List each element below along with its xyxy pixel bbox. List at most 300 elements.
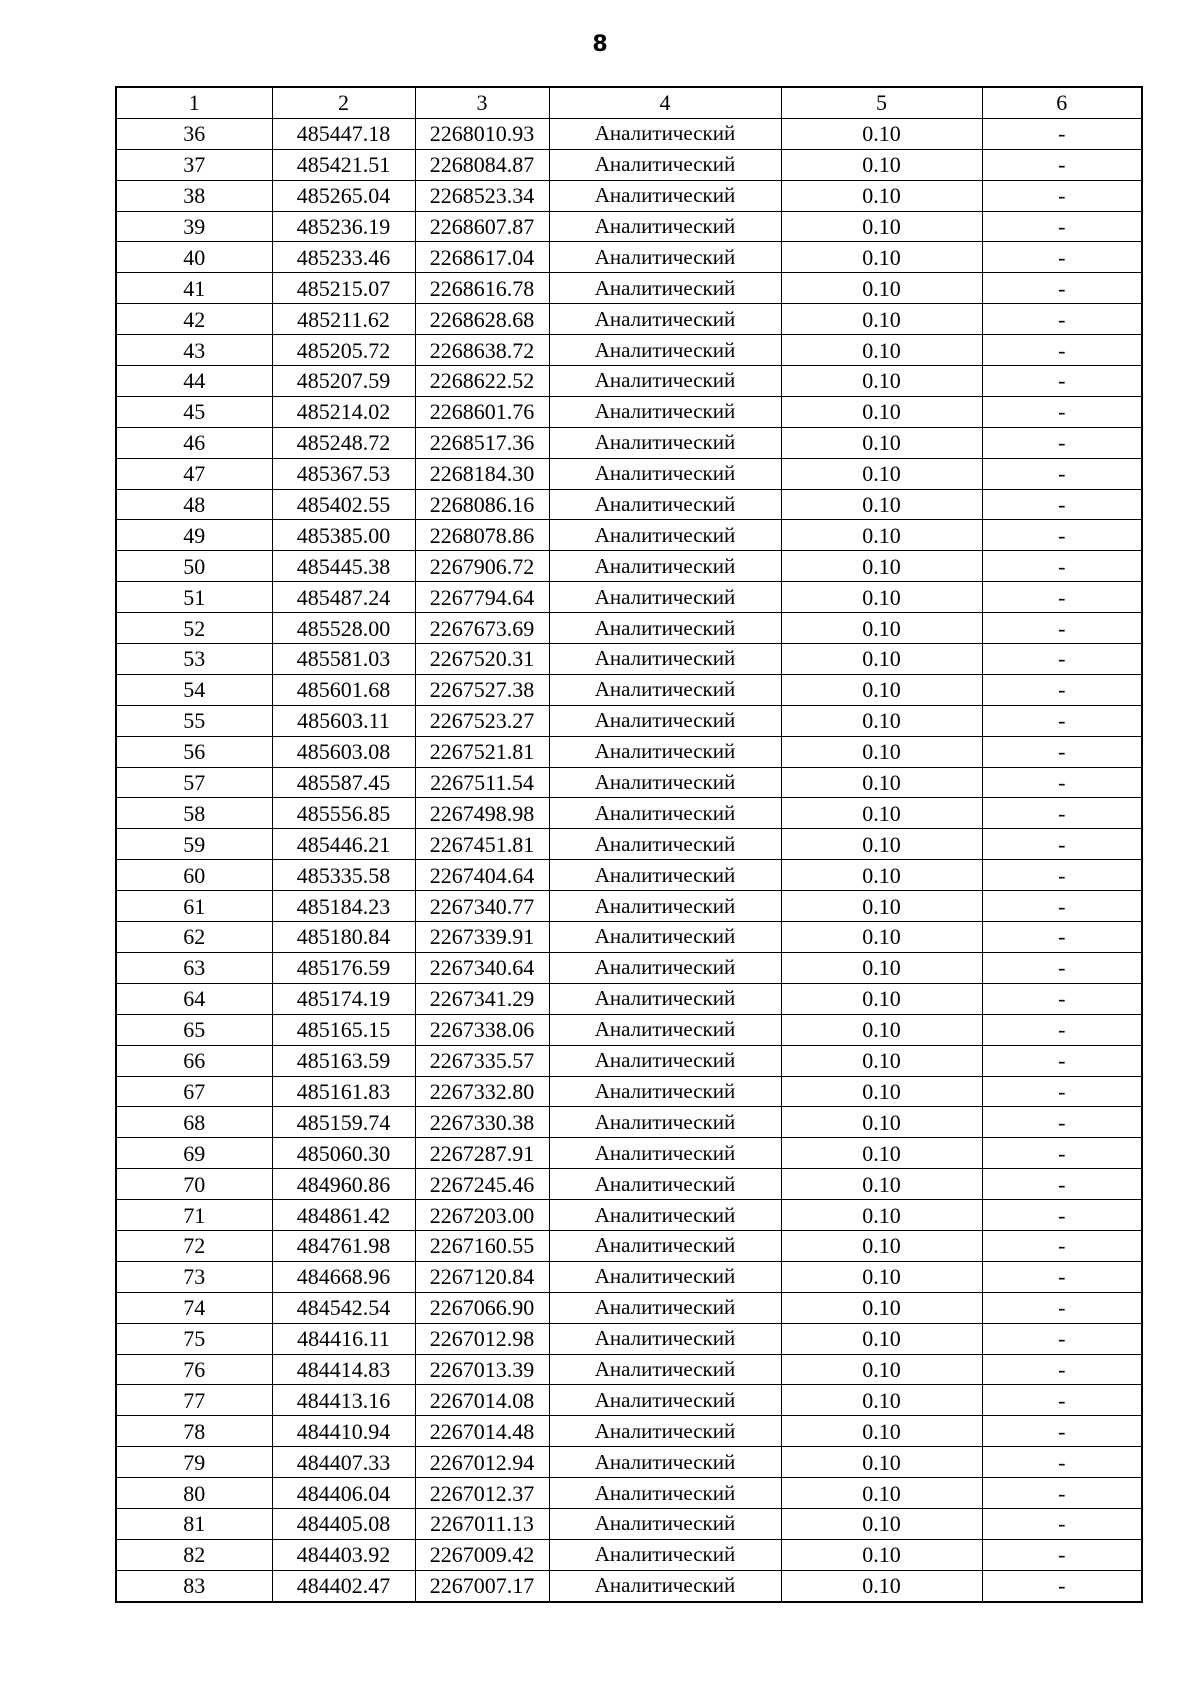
y-coordinate-cell: 2268617.04 xyxy=(415,242,549,273)
note-cell: - xyxy=(982,1570,1142,1601)
column-header-6: 6 xyxy=(982,87,1142,118)
table-row xyxy=(116,1169,1142,1200)
accuracy-cell: 0.10 xyxy=(781,458,982,489)
note-cell: - xyxy=(982,860,1142,891)
method-cell: Аналитический xyxy=(549,366,781,397)
table-row xyxy=(116,149,1142,180)
table-row xyxy=(116,983,1142,1014)
y-coordinate-cell: 2267673.69 xyxy=(415,613,549,644)
point-number-cell: 51 xyxy=(116,582,272,613)
table-row xyxy=(116,1292,1142,1323)
point-number-cell: 37 xyxy=(116,149,272,180)
y-coordinate-cell: 2267511.54 xyxy=(415,767,549,798)
y-coordinate-cell: 2267520.31 xyxy=(415,644,549,675)
y-coordinate-cell: 2267066.90 xyxy=(415,1292,549,1323)
note-cell: - xyxy=(982,1416,1142,1447)
y-coordinate-cell: 2267007.17 xyxy=(415,1570,549,1601)
note-cell: - xyxy=(982,582,1142,613)
note-cell: - xyxy=(982,1169,1142,1200)
y-coordinate-cell: 2267794.64 xyxy=(415,582,549,613)
table-row xyxy=(116,118,1142,149)
point-number-cell: 63 xyxy=(116,952,272,983)
table-row xyxy=(116,613,1142,644)
note-cell: - xyxy=(982,273,1142,304)
note-cell: - xyxy=(982,304,1142,335)
note-cell: - xyxy=(982,1385,1142,1416)
accuracy-cell: 0.10 xyxy=(781,1292,982,1323)
method-cell: Аналитический xyxy=(549,1508,781,1539)
y-coordinate-cell: 2267203.00 xyxy=(415,1200,549,1231)
note-cell: - xyxy=(982,922,1142,953)
y-coordinate-cell: 2267245.46 xyxy=(415,1169,549,1200)
table-row xyxy=(116,1107,1142,1138)
x-coordinate-cell: 484861.42 xyxy=(272,1200,415,1231)
method-cell: Аналитический xyxy=(549,180,781,211)
x-coordinate-cell: 485180.84 xyxy=(272,922,415,953)
x-coordinate-cell: 484414.83 xyxy=(272,1354,415,1385)
x-coordinate-cell: 485367.53 xyxy=(272,458,415,489)
table-row xyxy=(116,1508,1142,1539)
x-coordinate-cell: 485211.62 xyxy=(272,304,415,335)
point-number-cell: 38 xyxy=(116,180,272,211)
method-cell: Аналитический xyxy=(549,1200,781,1231)
point-number-cell: 56 xyxy=(116,736,272,767)
y-coordinate-cell: 2267009.42 xyxy=(415,1539,549,1570)
method-cell: Аналитический xyxy=(549,1076,781,1107)
method-cell: Аналитический xyxy=(549,1138,781,1169)
x-coordinate-cell: 485581.03 xyxy=(272,644,415,675)
note-cell: - xyxy=(982,366,1142,397)
note-cell: - xyxy=(982,1478,1142,1509)
table-row xyxy=(116,1478,1142,1509)
y-coordinate-cell: 2268628.68 xyxy=(415,304,549,335)
y-coordinate-cell: 2267011.13 xyxy=(415,1508,549,1539)
table-row xyxy=(116,1261,1142,1292)
y-coordinate-cell: 2267014.08 xyxy=(415,1385,549,1416)
table-row xyxy=(116,829,1142,860)
method-cell: Аналитический xyxy=(549,1169,781,1200)
accuracy-cell: 0.10 xyxy=(781,1076,982,1107)
table-row xyxy=(116,1539,1142,1570)
point-number-cell: 53 xyxy=(116,644,272,675)
y-coordinate-cell: 2267523.27 xyxy=(415,705,549,736)
method-cell: Аналитический xyxy=(549,396,781,427)
column-header-1: 1 xyxy=(116,87,272,118)
coordinates-table xyxy=(115,86,1143,1603)
point-number-cell: 39 xyxy=(116,211,272,242)
x-coordinate-cell: 485601.68 xyxy=(272,674,415,705)
table-row xyxy=(116,520,1142,551)
y-coordinate-cell: 2268078.86 xyxy=(415,520,549,551)
note-cell: - xyxy=(982,1447,1142,1478)
accuracy-cell: 0.10 xyxy=(781,613,982,644)
method-cell: Аналитический xyxy=(549,1539,781,1570)
note-cell: - xyxy=(982,983,1142,1014)
point-number-cell: 58 xyxy=(116,798,272,829)
note-cell: - xyxy=(982,798,1142,829)
method-cell: Аналитический xyxy=(549,1323,781,1354)
point-number-cell: 72 xyxy=(116,1230,272,1261)
accuracy-cell: 0.10 xyxy=(781,1230,982,1261)
accuracy-cell: 0.10 xyxy=(781,1323,982,1354)
note-cell: - xyxy=(982,118,1142,149)
accuracy-cell: 0.10 xyxy=(781,1169,982,1200)
y-coordinate-cell: 2267330.38 xyxy=(415,1107,549,1138)
method-cell: Аналитический xyxy=(549,242,781,273)
y-coordinate-cell: 2268086.16 xyxy=(415,489,549,520)
point-number-cell: 60 xyxy=(116,860,272,891)
note-cell: - xyxy=(982,1107,1142,1138)
note-cell: - xyxy=(982,829,1142,860)
method-cell: Аналитический xyxy=(549,1261,781,1292)
accuracy-cell: 0.10 xyxy=(781,1570,982,1601)
table-row xyxy=(116,335,1142,366)
point-number-cell: 47 xyxy=(116,458,272,489)
y-coordinate-cell: 2268523.34 xyxy=(415,180,549,211)
point-number-cell: 69 xyxy=(116,1138,272,1169)
method-cell: Аналитический xyxy=(549,1354,781,1385)
x-coordinate-cell: 485214.02 xyxy=(272,396,415,427)
accuracy-cell: 0.10 xyxy=(781,582,982,613)
method-cell: Аналитический xyxy=(549,273,781,304)
method-cell: Аналитический xyxy=(549,489,781,520)
point-number-cell: 70 xyxy=(116,1169,272,1200)
note-cell: - xyxy=(982,767,1142,798)
note-cell: - xyxy=(982,1200,1142,1231)
accuracy-cell: 0.10 xyxy=(781,1354,982,1385)
method-cell: Аналитический xyxy=(549,1570,781,1601)
x-coordinate-cell: 485446.21 xyxy=(272,829,415,860)
y-coordinate-cell: 2267013.39 xyxy=(415,1354,549,1385)
accuracy-cell: 0.10 xyxy=(781,1261,982,1292)
table-row xyxy=(116,458,1142,489)
method-cell: Аналитический xyxy=(549,1416,781,1447)
accuracy-cell: 0.10 xyxy=(781,335,982,366)
accuracy-cell: 0.10 xyxy=(781,1107,982,1138)
table-row xyxy=(116,489,1142,520)
table-row xyxy=(116,366,1142,397)
table-row xyxy=(116,1447,1142,1478)
accuracy-cell: 0.10 xyxy=(781,952,982,983)
accuracy-cell: 0.10 xyxy=(781,1385,982,1416)
table-row xyxy=(116,1138,1142,1169)
method-cell: Аналитический xyxy=(549,1107,781,1138)
method-cell: Аналитический xyxy=(549,1292,781,1323)
note-cell: - xyxy=(982,427,1142,458)
y-coordinate-cell: 2267404.64 xyxy=(415,860,549,891)
accuracy-cell: 0.10 xyxy=(781,1045,982,1076)
y-coordinate-cell: 2268517.36 xyxy=(415,427,549,458)
table-row xyxy=(116,1200,1142,1231)
point-number-cell: 76 xyxy=(116,1354,272,1385)
table-row xyxy=(116,1323,1142,1354)
method-cell: Аналитический xyxy=(549,118,781,149)
x-coordinate-cell: 485184.23 xyxy=(272,891,415,922)
table-row xyxy=(116,644,1142,675)
note-cell: - xyxy=(982,180,1142,211)
note-cell: - xyxy=(982,1045,1142,1076)
note-cell: - xyxy=(982,952,1142,983)
x-coordinate-cell: 485215.07 xyxy=(272,273,415,304)
method-cell: Аналитический xyxy=(549,891,781,922)
note-cell: - xyxy=(982,1292,1142,1323)
x-coordinate-cell: 485163.59 xyxy=(272,1045,415,1076)
point-number-cell: 55 xyxy=(116,705,272,736)
note-cell: - xyxy=(982,1354,1142,1385)
y-coordinate-cell: 2267338.06 xyxy=(415,1014,549,1045)
method-cell: Аналитический xyxy=(549,767,781,798)
y-coordinate-cell: 2267498.98 xyxy=(415,798,549,829)
accuracy-cell: 0.10 xyxy=(781,736,982,767)
x-coordinate-cell: 485060.30 xyxy=(272,1138,415,1169)
table-row xyxy=(116,1014,1142,1045)
accuracy-cell: 0.10 xyxy=(781,180,982,211)
method-cell: Аналитический xyxy=(549,1014,781,1045)
x-coordinate-cell: 484407.33 xyxy=(272,1447,415,1478)
point-number-cell: 80 xyxy=(116,1478,272,1509)
point-number-cell: 67 xyxy=(116,1076,272,1107)
column-header-3: 3 xyxy=(415,87,549,118)
accuracy-cell: 0.10 xyxy=(781,674,982,705)
x-coordinate-cell: 484410.94 xyxy=(272,1416,415,1447)
table-body xyxy=(116,118,1142,1601)
table-row xyxy=(116,922,1142,953)
y-coordinate-cell: 2267332.80 xyxy=(415,1076,549,1107)
method-cell: Аналитический xyxy=(549,335,781,366)
point-number-cell: 46 xyxy=(116,427,272,458)
table-row xyxy=(116,705,1142,736)
table-row xyxy=(116,180,1142,211)
x-coordinate-cell: 485165.15 xyxy=(272,1014,415,1045)
accuracy-cell: 0.10 xyxy=(781,1138,982,1169)
y-coordinate-cell: 2268601.76 xyxy=(415,396,549,427)
x-coordinate-cell: 484416.11 xyxy=(272,1323,415,1354)
point-number-cell: 66 xyxy=(116,1045,272,1076)
accuracy-cell: 0.10 xyxy=(781,273,982,304)
method-cell: Аналитический xyxy=(549,1230,781,1261)
y-coordinate-cell: 2267340.77 xyxy=(415,891,549,922)
y-coordinate-cell: 2267339.91 xyxy=(415,922,549,953)
x-coordinate-cell: 485174.19 xyxy=(272,983,415,1014)
x-coordinate-cell: 485445.38 xyxy=(272,551,415,582)
method-cell: Аналитический xyxy=(549,520,781,551)
x-coordinate-cell: 484403.92 xyxy=(272,1539,415,1570)
accuracy-cell: 0.10 xyxy=(781,149,982,180)
x-coordinate-cell: 485487.24 xyxy=(272,582,415,613)
x-coordinate-cell: 484960.86 xyxy=(272,1169,415,1200)
note-cell: - xyxy=(982,1014,1142,1045)
x-coordinate-cell: 485556.85 xyxy=(272,798,415,829)
x-coordinate-cell: 484761.98 xyxy=(272,1230,415,1261)
y-coordinate-cell: 2268638.72 xyxy=(415,335,549,366)
point-number-cell: 36 xyxy=(116,118,272,149)
y-coordinate-cell: 2267120.84 xyxy=(415,1261,549,1292)
x-coordinate-cell: 484405.08 xyxy=(272,1508,415,1539)
note-cell: - xyxy=(982,891,1142,922)
note-cell: - xyxy=(982,1508,1142,1539)
accuracy-cell: 0.10 xyxy=(781,1014,982,1045)
accuracy-cell: 0.10 xyxy=(781,366,982,397)
x-coordinate-cell: 484542.54 xyxy=(272,1292,415,1323)
note-cell: - xyxy=(982,458,1142,489)
table-row xyxy=(116,798,1142,829)
method-cell: Аналитический xyxy=(549,736,781,767)
method-cell: Аналитический xyxy=(549,1478,781,1509)
x-coordinate-cell: 485421.51 xyxy=(272,149,415,180)
accuracy-cell: 0.10 xyxy=(781,891,982,922)
note-cell: - xyxy=(982,551,1142,582)
y-coordinate-cell: 2267014.48 xyxy=(415,1416,549,1447)
x-coordinate-cell: 484668.96 xyxy=(272,1261,415,1292)
accuracy-cell: 0.10 xyxy=(781,829,982,860)
method-cell: Аналитический xyxy=(549,1045,781,1076)
method-cell: Аналитический xyxy=(549,798,781,829)
table-header-row xyxy=(116,87,1142,118)
x-coordinate-cell: 485236.19 xyxy=(272,211,415,242)
point-number-cell: 52 xyxy=(116,613,272,644)
method-cell: Аналитический xyxy=(549,149,781,180)
note-cell: - xyxy=(982,242,1142,273)
x-coordinate-cell: 485233.46 xyxy=(272,242,415,273)
point-number-cell: 68 xyxy=(116,1107,272,1138)
x-coordinate-cell: 485207.59 xyxy=(272,366,415,397)
column-header-2: 2 xyxy=(272,87,415,118)
point-number-cell: 78 xyxy=(116,1416,272,1447)
accuracy-cell: 0.10 xyxy=(781,767,982,798)
table-row xyxy=(116,1416,1142,1447)
note-cell: - xyxy=(982,644,1142,675)
point-number-cell: 71 xyxy=(116,1200,272,1231)
x-coordinate-cell: 485176.59 xyxy=(272,952,415,983)
table-row xyxy=(116,304,1142,335)
table-row xyxy=(116,1354,1142,1385)
x-coordinate-cell: 485205.72 xyxy=(272,335,415,366)
y-coordinate-cell: 2267340.64 xyxy=(415,952,549,983)
method-cell: Аналитический xyxy=(549,427,781,458)
point-number-cell: 83 xyxy=(116,1570,272,1601)
x-coordinate-cell: 484402.47 xyxy=(272,1570,415,1601)
x-coordinate-cell: 485447.18 xyxy=(272,118,415,149)
y-coordinate-cell: 2267906.72 xyxy=(415,551,549,582)
note-cell: - xyxy=(982,1076,1142,1107)
accuracy-cell: 0.10 xyxy=(781,242,982,273)
point-number-cell: 77 xyxy=(116,1385,272,1416)
point-number-cell: 41 xyxy=(116,273,272,304)
note-cell: - xyxy=(982,613,1142,644)
accuracy-cell: 0.10 xyxy=(781,922,982,953)
method-cell: Аналитический xyxy=(549,458,781,489)
method-cell: Аналитический xyxy=(549,674,781,705)
table-row xyxy=(116,952,1142,983)
point-number-cell: 43 xyxy=(116,335,272,366)
method-cell: Аналитический xyxy=(549,551,781,582)
point-number-cell: 44 xyxy=(116,366,272,397)
x-coordinate-cell: 485603.08 xyxy=(272,736,415,767)
accuracy-cell: 0.10 xyxy=(781,304,982,335)
note-cell: - xyxy=(982,1539,1142,1570)
point-number-cell: 42 xyxy=(116,304,272,335)
accuracy-cell: 0.10 xyxy=(781,1539,982,1570)
point-number-cell: 45 xyxy=(116,396,272,427)
table-row xyxy=(116,396,1142,427)
note-cell: - xyxy=(982,211,1142,242)
accuracy-cell: 0.10 xyxy=(781,860,982,891)
point-number-cell: 79 xyxy=(116,1447,272,1478)
x-coordinate-cell: 485159.74 xyxy=(272,1107,415,1138)
accuracy-cell: 0.10 xyxy=(781,1447,982,1478)
point-number-cell: 65 xyxy=(116,1014,272,1045)
note-cell: - xyxy=(982,674,1142,705)
x-coordinate-cell: 485528.00 xyxy=(272,613,415,644)
note-cell: - xyxy=(982,705,1142,736)
note-cell: - xyxy=(982,1230,1142,1261)
table-row xyxy=(116,242,1142,273)
accuracy-cell: 0.10 xyxy=(781,520,982,551)
accuracy-cell: 0.10 xyxy=(781,644,982,675)
x-coordinate-cell: 485265.04 xyxy=(272,180,415,211)
method-cell: Аналитический xyxy=(549,829,781,860)
table-row xyxy=(116,1570,1142,1601)
point-number-cell: 73 xyxy=(116,1261,272,1292)
accuracy-cell: 0.10 xyxy=(781,983,982,1014)
table-row xyxy=(116,551,1142,582)
method-cell: Аналитический xyxy=(549,922,781,953)
table-row xyxy=(116,1076,1142,1107)
table-row xyxy=(116,736,1142,767)
note-cell: - xyxy=(982,1323,1142,1354)
column-header-4: 4 xyxy=(549,87,781,118)
accuracy-cell: 0.10 xyxy=(781,211,982,242)
note-cell: - xyxy=(982,1138,1142,1169)
accuracy-cell: 0.10 xyxy=(781,118,982,149)
y-coordinate-cell: 2267012.94 xyxy=(415,1447,549,1478)
point-number-cell: 40 xyxy=(116,242,272,273)
point-number-cell: 74 xyxy=(116,1292,272,1323)
table-row xyxy=(116,211,1142,242)
note-cell: - xyxy=(982,520,1142,551)
x-coordinate-cell: 485603.11 xyxy=(272,705,415,736)
method-cell: Аналитический xyxy=(549,582,781,613)
y-coordinate-cell: 2267160.55 xyxy=(415,1230,549,1261)
x-coordinate-cell: 484413.16 xyxy=(272,1385,415,1416)
note-cell: - xyxy=(982,396,1142,427)
point-number-cell: 59 xyxy=(116,829,272,860)
y-coordinate-cell: 2267012.98 xyxy=(415,1323,549,1354)
point-number-cell: 75 xyxy=(116,1323,272,1354)
y-coordinate-cell: 2268010.93 xyxy=(415,118,549,149)
y-coordinate-cell: 2268616.78 xyxy=(415,273,549,304)
accuracy-cell: 0.10 xyxy=(781,489,982,520)
y-coordinate-cell: 2267451.81 xyxy=(415,829,549,860)
y-coordinate-cell: 2267527.38 xyxy=(415,674,549,705)
method-cell: Аналитический xyxy=(549,613,781,644)
point-number-cell: 62 xyxy=(116,922,272,953)
x-coordinate-cell: 485335.58 xyxy=(272,860,415,891)
y-coordinate-cell: 2267521.81 xyxy=(415,736,549,767)
method-cell: Аналитический xyxy=(549,983,781,1014)
x-coordinate-cell: 485161.83 xyxy=(272,1076,415,1107)
accuracy-cell: 0.10 xyxy=(781,1416,982,1447)
x-coordinate-cell: 485402.55 xyxy=(272,489,415,520)
table-row xyxy=(116,860,1142,891)
point-number-cell: 50 xyxy=(116,551,272,582)
note-cell: - xyxy=(982,1261,1142,1292)
table-row xyxy=(116,1045,1142,1076)
method-cell: Аналитический xyxy=(549,705,781,736)
y-coordinate-cell: 2268184.30 xyxy=(415,458,549,489)
y-coordinate-cell: 2267287.91 xyxy=(415,1138,549,1169)
note-cell: - xyxy=(982,736,1142,767)
